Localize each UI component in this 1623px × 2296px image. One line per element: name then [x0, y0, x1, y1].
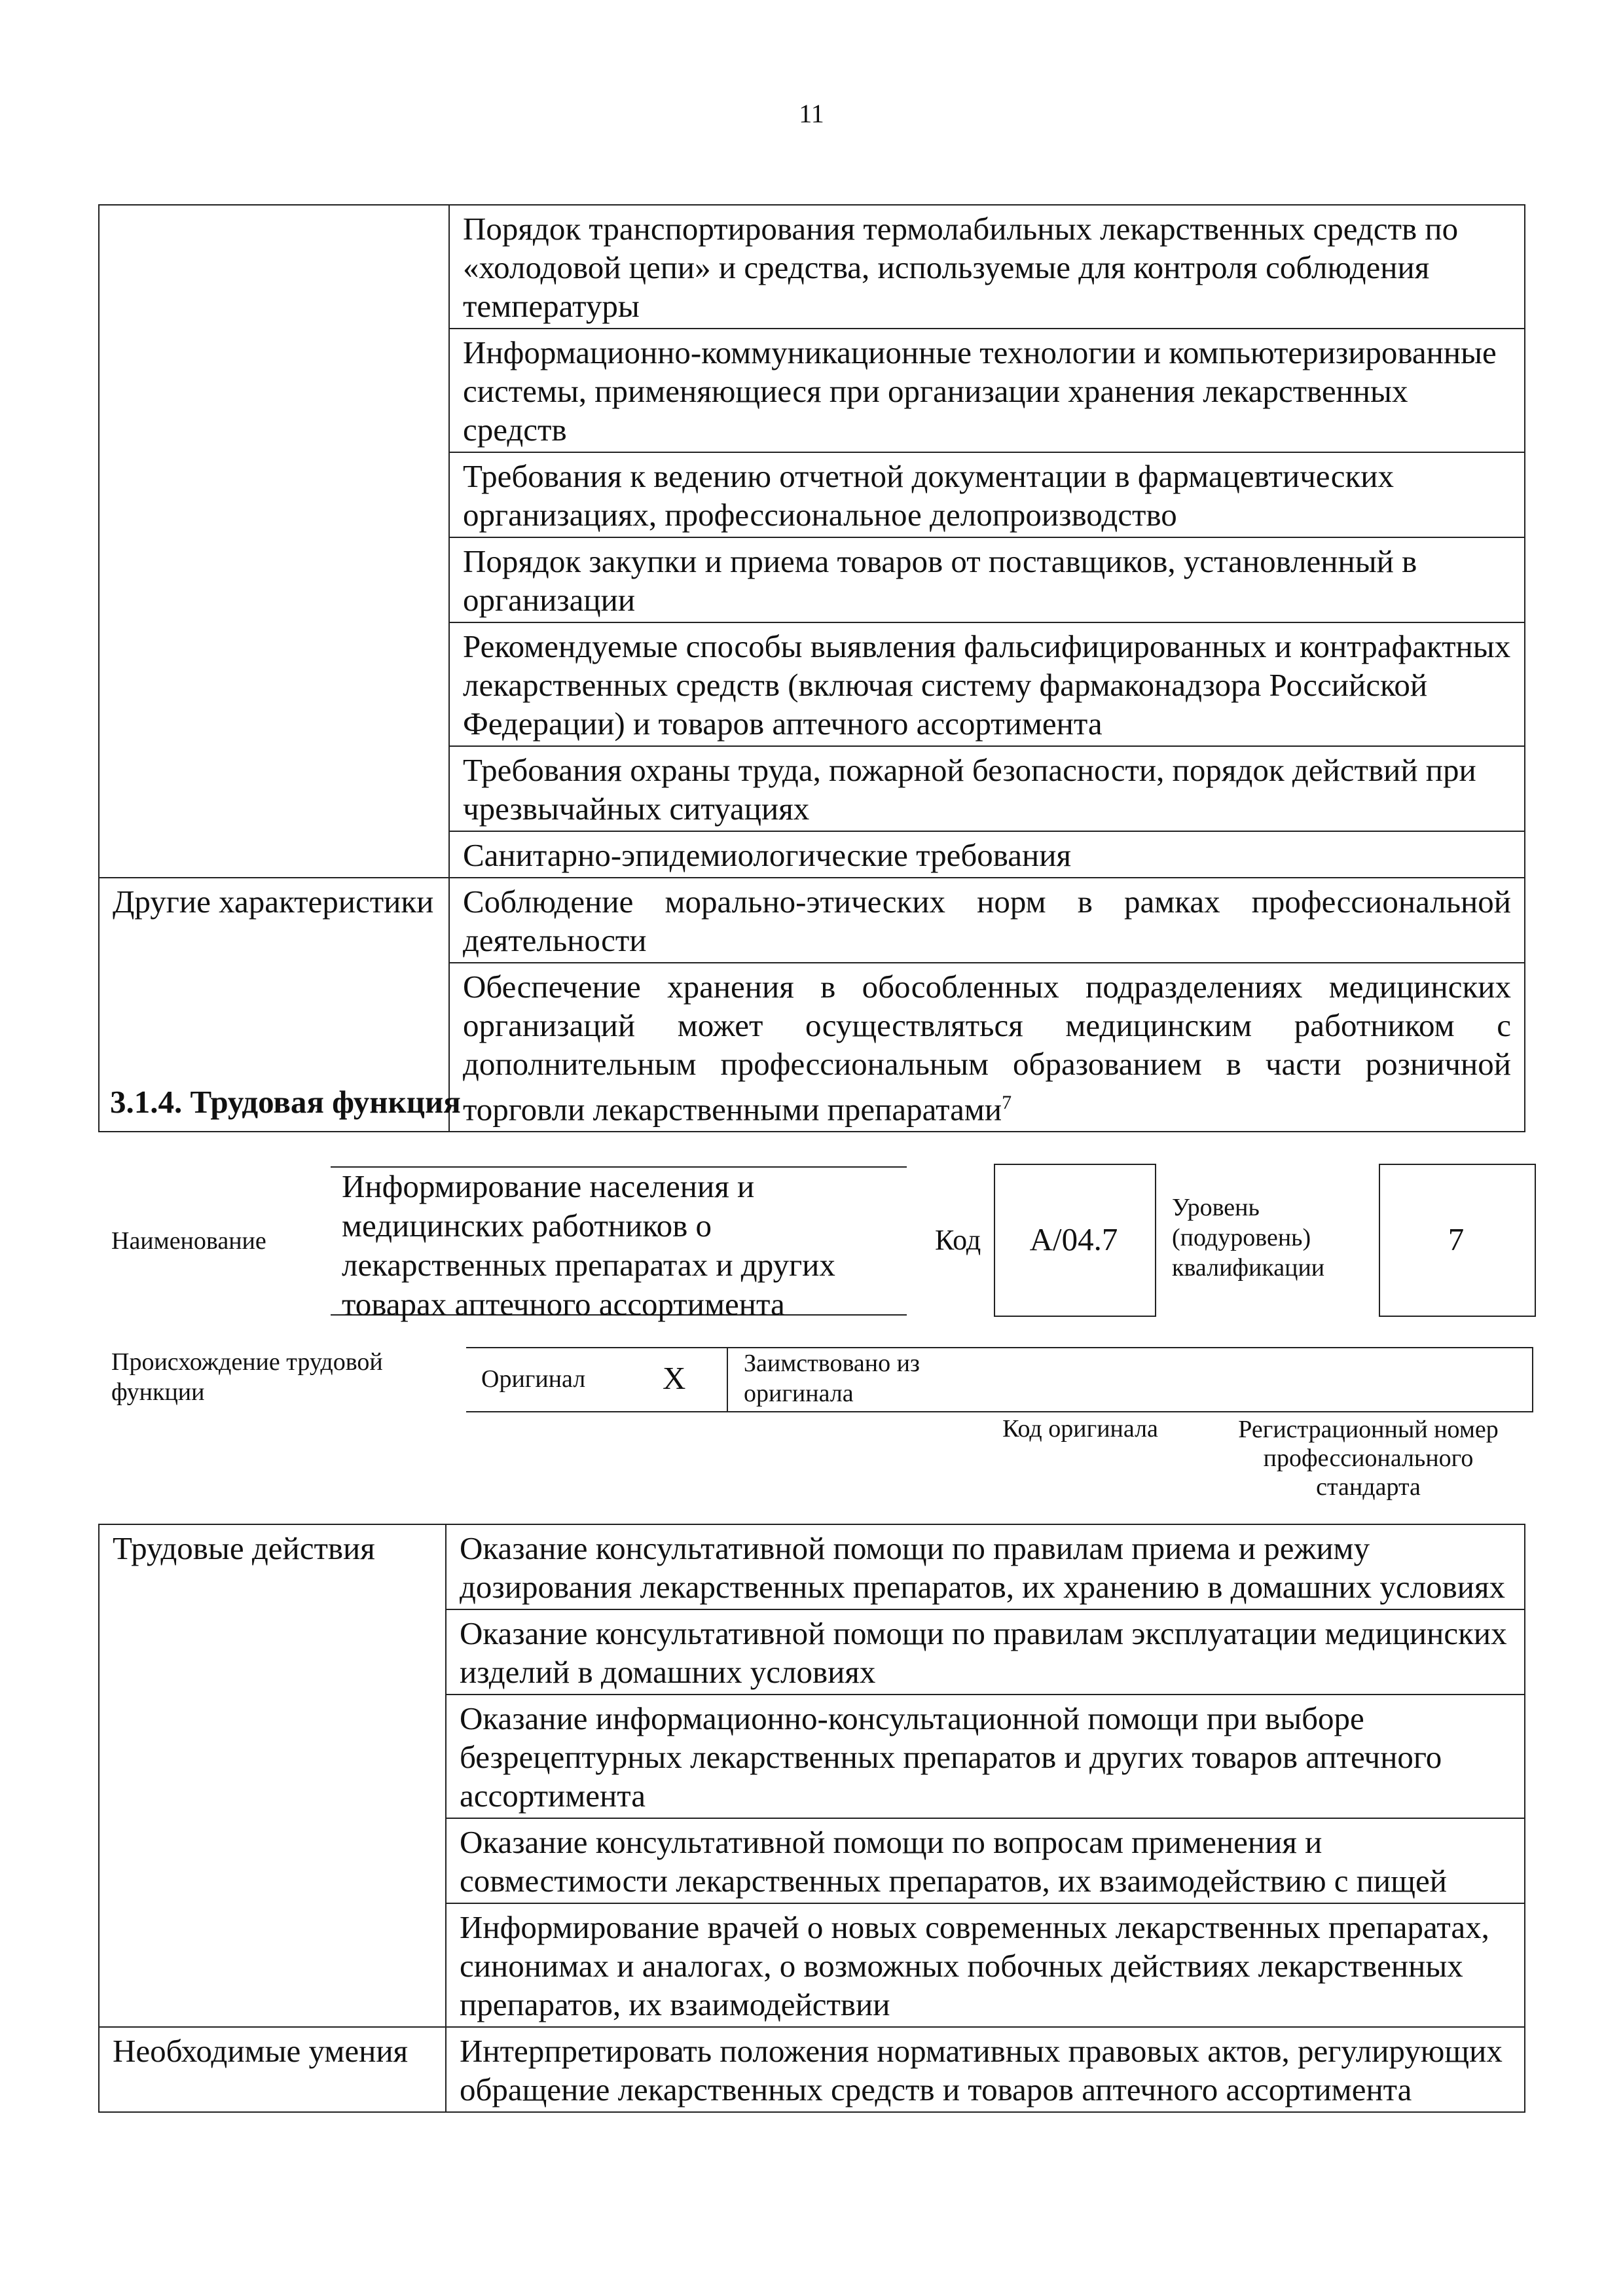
footnote-mark: 7	[1002, 1092, 1012, 1113]
section-heading: 3.1.4. Трудовая функция	[110, 1084, 461, 1120]
origin-bottom-line	[466, 1411, 1533, 1412]
table-row	[99, 205, 1525, 329]
table-cell: Порядок закупки и приема товаров от поставщиков, установленный в организации	[449, 537, 1525, 622]
level-value: 7	[1448, 1221, 1465, 1257]
origin-label: Происхождение трудовой функции	[111, 1348, 383, 1406]
table-cell: Информационно-коммуникационные технологии и компьютеризированные системы, применяющиеся при организации хранения лекарственных средств	[449, 329, 1525, 452]
knowledge-table	[98, 204, 1525, 1132]
table-cell: Оказание информационно-консультационной помощи при выборе безрецептурных лекарственных препаратов и других товаров аптечного ассортимента	[446, 1695, 1525, 1818]
origin-right-edge	[1532, 1347, 1533, 1411]
row-label-empty	[99, 205, 449, 878]
table-cell: Санитарно-эпидемиологические требования	[449, 831, 1525, 878]
skills-label: Необходимые умения	[99, 2027, 446, 2112]
level-label: Уровень (подуровень) квалификации	[1172, 1194, 1325, 1282]
function-name: Информирование населения и медицинских работников о лекарственных препаратах и других товарах аптечного ассортимента	[342, 1168, 835, 1322]
other-characteristics-label: Другие характеристики	[99, 878, 449, 1132]
table-cell: Информирование врачей о новых современных лекарственных препаратах, синонимах и аналогах, о возможных побочных действиях лекарственных препаратов, их взаимодействии	[446, 1903, 1525, 2027]
table-cell: Соблюдение морально-этических норм в рамках профессиональной деятельности	[449, 878, 1525, 963]
code-value: А/04.7	[1029, 1221, 1118, 1257]
table-cell: Порядок транспортирования термолабильных лекарственных средств по «холодовой цепи» и средства, используемые для контроля соблюдения температуры	[449, 205, 1525, 329]
table-row	[99, 1524, 1525, 1609]
table-cell: Требования к ведению отчетной документации в фармацевтических организациях, профессиональное делопроизводство	[449, 452, 1525, 537]
cell-text: Обеспечение хранения в обособленных подразделениях медицинских организаций может осуществляться медицинским работником с дополнительным профессиональным образованием в части розничной торговли лекарственными препаратами	[463, 969, 1511, 1128]
labor-actions-label: Трудовые действия	[99, 1524, 446, 2027]
table-cell	[449, 963, 1525, 1132]
table-cell: Требования охраны труда, пожарной безопасности, порядок действий при чрезвычайных ситуациях	[449, 746, 1525, 831]
page-number: 11	[799, 99, 824, 128]
table-cell: Оказание консультативной помощи по вопросам применения и совместимости лекарственных препаратов, их взаимодействию с пищей	[446, 1818, 1525, 1903]
table-row	[99, 2027, 1525, 2112]
code-label: Код	[935, 1224, 981, 1256]
table-cell: Интерпретировать положения нормативных правовых актов, регулирующих обращение лекарственных средств и товаров аптечного ассортимента	[446, 2027, 1525, 2112]
original-label: Оригинал	[481, 1365, 586, 1393]
table-cell: Рекомендуемые способы выявления фальсифицированных и контрафактных лекарственных средств (включая систему фармаконадзора Российской Федерации) и товаров аптечного ассортимента	[449, 622, 1525, 746]
table-cell: Оказание консультативной помощи по правилам приема и режиму дозирования лекарственных препаратов, их хранению в домашних условиях	[446, 1524, 1525, 1609]
origin-top-line	[466, 1347, 1533, 1348]
name-label: Наименование	[111, 1227, 266, 1255]
origin-divider-1	[727, 1347, 728, 1411]
table-cell: Оказание консультативной помощи по правилам эксплуатации медицинских изделий в домашних условиях	[446, 1609, 1525, 1695]
reg-number-caption: Регистрационный номер профессионального стандарта	[1238, 1416, 1499, 1501]
code-original-caption: Код оригинала	[1002, 1415, 1158, 1443]
table-row	[99, 878, 1525, 963]
original-mark: X	[663, 1360, 686, 1396]
labor-function-table	[98, 1524, 1525, 2113]
borrowed-label: Заимствовано из оригинала	[744, 1350, 920, 1407]
